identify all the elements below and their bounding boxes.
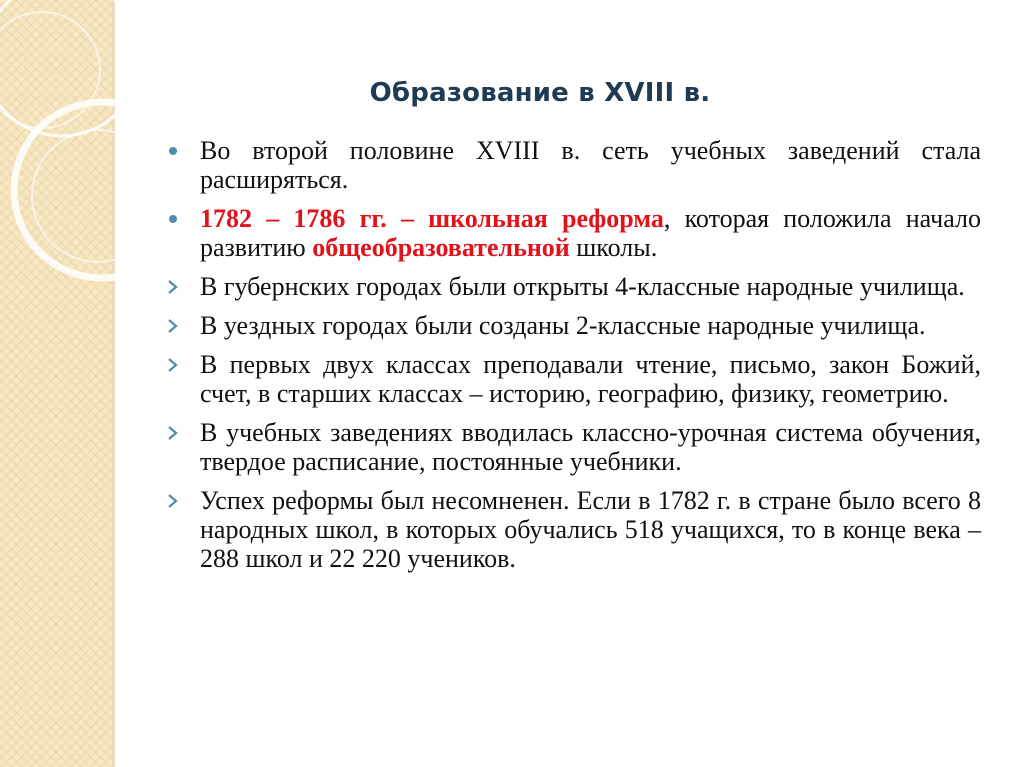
title-suffix: в. (674, 78, 711, 108)
chevron-shape (166, 494, 180, 508)
decor-circle (32, 130, 164, 262)
bullet-item (166, 350, 981, 408)
highlight-text: общеобразовательной (312, 233, 570, 262)
bullet-item (166, 486, 981, 573)
bullet-list (166, 136, 981, 583)
bullet-item (166, 418, 981, 476)
bullet-item (166, 136, 981, 194)
text-segment: , которая положила начало развитию (200, 204, 982, 262)
bullet-text: Во второй половине XVIII в. сеть учебных заведений стала расширяться. (200, 136, 981, 194)
dot-shape (169, 147, 177, 155)
bullet-text: В учебных заведениях вводилась классно-урочная система обучения, твердое расписание, постоянные учебники. (200, 418, 981, 476)
bullet-text: В уездных городах были созданы 2-классные народные училища. (200, 311, 926, 340)
text-segment: школы. (569, 233, 658, 262)
bullet-text: В губернских городах были открыты 4-классные народные училища. (200, 272, 965, 301)
slide-title (160, 78, 920, 108)
chevron-shape (166, 358, 180, 372)
bullet-text: Успех реформы был несомненен. Если в 1782 г. в стране было всего 8 народных школ, в которых обучались 518 учащихся, то в конце века – 288 школ и 22 220 учеников. (200, 486, 981, 573)
bullet-item (166, 204, 981, 262)
highlight-text: 1782 – 1786 гг. – школьная реформа (200, 204, 664, 233)
chevron-shape (166, 426, 180, 440)
bullet-text: В первых двух классах преподавали чтение, письмо, закон Божий, счет, в старших классах – историю, географию, физику, геометрию. (200, 350, 981, 408)
decor-circle (0, 0, 140, 136)
bullet-item (166, 272, 981, 301)
title-prefix: Образование в (369, 78, 605, 108)
decor-circle (0, 12, 100, 128)
chevron-shape (166, 319, 180, 333)
title-century: XVIII (604, 78, 675, 108)
dot-shape (169, 215, 177, 223)
chevron-shape (166, 280, 180, 294)
bullet-text (200, 204, 981, 262)
bullet-item (166, 311, 981, 340)
